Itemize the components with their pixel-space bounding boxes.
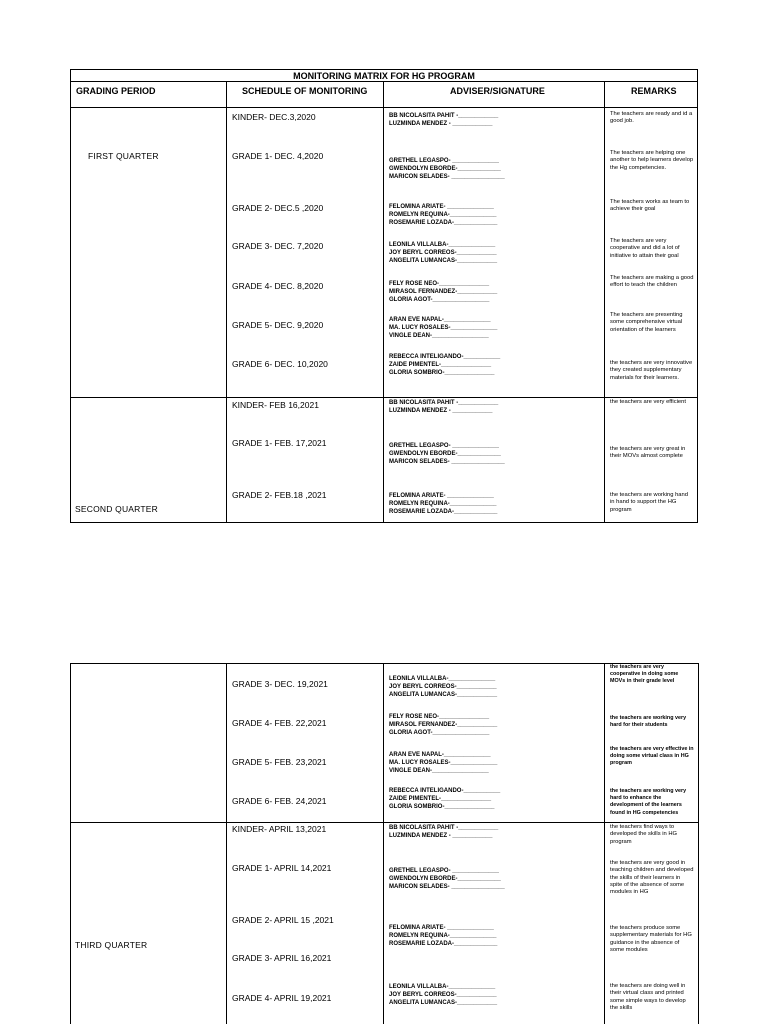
adviser-name: ARAN EVE NAPAL-______________ [389, 752, 491, 758]
adviser-names-cell [389, 157, 505, 182]
second-quarter-label: SECOND QUARTER [75, 504, 158, 514]
adviser-name: LEONILA VILLALBA-______________ [389, 242, 496, 248]
adviser-name: BB NICOLASITA PAHIT -____________ [389, 400, 499, 406]
adviser-name: ROSEMARIE LOZADA-_____________ [389, 220, 498, 227]
first-quarter-label: FIRST QUARTER [88, 151, 159, 161]
adviser-name: JOY BERYL CORREOS-____________ [389, 992, 497, 999]
adviser-name: GLORIA SOMBRIO-_______________ [389, 370, 495, 377]
adviser-name: GWENDOLYN EBORDE-_____________ [389, 166, 501, 173]
adviser-name: VINGLE DEAN-_________________ [389, 333, 489, 340]
schedule-cell: GRADE 1- DEC. 4,2020 [232, 151, 324, 161]
schedule-cell: GRADE 6- FEB. 24,2021 [232, 796, 327, 806]
adviser-names-cell [389, 713, 497, 738]
adviser-name: ROMELYN REQUINA-______________ [389, 933, 497, 940]
adviser-name: LUZMINDA MENDEZ - ____________ [389, 408, 493, 415]
adviser-name: GRETHEL LEGASPO- ______________ [389, 158, 499, 164]
remarks-cell: The teachers works as team to achieve their goal [610, 199, 690, 213]
adviser-names-cell [389, 751, 497, 776]
schedule-cell: GRADE 4- APRIL 19,2021 [232, 993, 332, 1003]
schedule-cell: GRADE 4- FEB. 22,2021 [232, 718, 327, 728]
adviser-names-cell [389, 983, 497, 1008]
schedule-cell: GRADE 5- DEC. 9,2020 [232, 320, 324, 330]
remarks-cell: the teachers are working very hard for their students [610, 715, 687, 729]
schedule-cell: KINDER- APRIL 13,2021 [232, 824, 327, 834]
adviser-name: LEONILA VILLALBA-______________ [389, 676, 496, 682]
adviser-name: ARAN EVE NAPAL-______________ [389, 317, 491, 323]
adviser-name: ANGELITA LUMANCAS-____________ [389, 258, 498, 265]
schedule-cell: GRADE 5- FEB. 23,2021 [232, 757, 327, 767]
adviser-names-cell [389, 867, 505, 892]
remarks-cell: the teachers are very good in teaching children and developed the skills of their learners in spite of the absence of some modules in HG [610, 860, 694, 896]
adviser-name: ANGELITA LUMANCAS-____________ [389, 1000, 498, 1007]
adviser-name: LUZMINDA MENDEZ - ____________ [389, 121, 493, 128]
col-divider-1 [226, 81, 227, 523]
header-adviser: ADVISER/SIGNATURE [450, 86, 545, 96]
adviser-name: JOY BERYL CORREOS-____________ [389, 250, 497, 257]
schedule-cell: GRADE 6- DEC. 10,2020 [232, 359, 328, 369]
table-right-border [698, 663, 699, 1024]
adviser-name: ANGELITA LUMANCAS-____________ [389, 692, 498, 699]
adviser-name: REBECCA INTELIGANDO-___________ [389, 354, 501, 360]
adviser-name: FELOMINA ARIATE- ______________ [389, 925, 494, 931]
schedule-cell: GRADE 1- FEB. 17,2021 [232, 438, 327, 448]
adviser-name: FELOMINA ARIATE- ______________ [389, 204, 494, 210]
adviser-name: MARICON SELADES- ________________ [389, 174, 505, 181]
col-divider-1 [226, 663, 227, 1024]
page-title: MONITORING MATRIX FOR HG PROGRAM [293, 71, 475, 81]
adviser-names-cell [389, 112, 498, 128]
adviser-name: GWENDOLYN EBORDE-_____________ [389, 876, 501, 883]
remarks-cell: the teachers find ways to developed the skills in HG program [610, 824, 678, 845]
adviser-name: LEONILA VILLALBA-______________ [389, 984, 496, 990]
adviser-name: ROMELYN REQUINA-______________ [389, 501, 497, 508]
schedule-cell: GRADE 1- APRIL 14,2021 [232, 863, 332, 873]
col-divider-3 [604, 663, 605, 1024]
header-schedule: SCHEDULE OF MONITORING [242, 86, 368, 96]
table-left-border [70, 663, 71, 1024]
header-remarks: REMARKS [631, 86, 677, 96]
adviser-name: ZAIDE PIMENTEL-_______________ [389, 362, 492, 369]
adviser-names-cell [389, 353, 500, 378]
adviser-names-cell [389, 787, 500, 812]
adviser-name: GRETHEL LEGASPO- ______________ [389, 443, 499, 449]
adviser-name: BB NICOLASITA PAHIT -____________ [389, 113, 499, 119]
adviser-names-cell [389, 924, 497, 949]
remarks-cell: the teachers are very cooperative in doing some MOVs in their grade level [610, 664, 679, 685]
adviser-names-cell [389, 280, 497, 305]
schedule-cell: GRADE 3- APRIL 16,2021 [232, 953, 332, 963]
schedule-cell: GRADE 4- DEC. 8,2020 [232, 281, 324, 291]
remarks-cell: the teachers are working hand in hand to support the HG program [610, 492, 688, 513]
adviser-name: GWENDOLYN EBORDE-_____________ [389, 451, 501, 458]
adviser-name: FELY ROSE NEO-_______________ [389, 714, 490, 720]
schedule-cell: KINDER- FEB 16,2021 [232, 400, 319, 410]
adviser-name: ROSEMARIE LOZADA-_____________ [389, 941, 498, 948]
adviser-name: FELY ROSE NEO-_______________ [389, 281, 490, 287]
col-divider-2 [383, 663, 384, 1024]
adviser-names-cell [389, 492, 497, 517]
adviser-name: MA. LUCY ROSALES-______________ [389, 760, 498, 767]
schedule-cell: GRADE 3- DEC. 7,2020 [232, 241, 324, 251]
adviser-names-cell [389, 316, 497, 341]
schedule-cell: KINDER- DEC.3,2020 [232, 112, 316, 122]
adviser-names-cell [389, 203, 497, 228]
col-divider-3 [604, 81, 605, 523]
remarks-cell: The teachers are presenting some comprehensive virtual orientation of the learners [610, 312, 683, 333]
schedule-cell: GRADE 2- DEC.5 ,2020 [232, 203, 324, 213]
remarks-cell: the teachers are very efficient [610, 399, 686, 405]
col-divider-2 [383, 81, 384, 523]
remarks-cell: The teachers are helping one another to help learners develop the Hg competencies. [610, 150, 694, 171]
schedule-cell: GRADE 2- FEB.18 ,2021 [232, 490, 327, 500]
remarks-cell: the teachers are very great in their MOVs almost complete [610, 446, 686, 460]
adviser-name: REBECCA INTELIGANDO-___________ [389, 788, 501, 794]
adviser-name: GLORIA AGOT-_________________ [389, 297, 490, 304]
adviser-name: VINGLE DEAN-_________________ [389, 768, 489, 775]
adviser-name: MARICON SELADES- ________________ [389, 459, 505, 466]
remarks-cell: the teachers produce some supplementary materials for HG guidance in the absence of some modules [610, 925, 692, 953]
adviser-name: ZAIDE PIMENTEL-_______________ [389, 796, 492, 803]
schedule-cell: GRADE 2- APRIL 15 ,2021 [232, 915, 334, 925]
remarks-cell: the teachers are working very hard to enhance the development of the learners found in HG competencies [610, 788, 687, 816]
adviser-name: MARICON SELADES- ________________ [389, 884, 505, 891]
remarks-cell: the teachers are very effective in doing some virtual class in HG program [610, 746, 694, 767]
adviser-name: BB NICOLASITA PAHIT -____________ [389, 825, 499, 831]
adviser-name: GLORIA AGOT-_________________ [389, 730, 490, 737]
adviser-names-cell [389, 241, 497, 266]
remarks-cell: the teachers are doing well in their virtual class and printed some simple ways to develop the skills [610, 983, 686, 1011]
remarks-cell: The teachers are very cooperative and did a lot of initiative to attain their goal [610, 238, 680, 259]
adviser-name: LUZMINDA MENDEZ - ____________ [389, 833, 493, 840]
remarks-cell: the teachers are very innovative they created supplementary materials for their learners. [610, 360, 693, 381]
adviser-name: ROSEMARIE LOZADA-_____________ [389, 509, 498, 516]
adviser-names-cell [389, 442, 505, 467]
remarks-cell: The teachers are ready and id a good job. [610, 111, 693, 125]
adviser-name: FELOMINA ARIATE- ______________ [389, 493, 494, 499]
adviser-name: MA. LUCY ROSALES-______________ [389, 325, 498, 332]
adviser-name: ROMELYN REQUINA-______________ [389, 212, 497, 219]
adviser-name: GRETHEL LEGASPO- ______________ [389, 868, 499, 874]
adviser-name: MIRASOL FERNANDEZ-____________ [389, 289, 498, 296]
adviser-name: JOY BERYL CORREOS-____________ [389, 684, 497, 691]
third-quarter-label: THIRD QUARTER [75, 940, 148, 950]
adviser-names-cell [389, 399, 498, 415]
schedule-cell: GRADE 3- DEC. 19,2021 [232, 679, 328, 689]
adviser-names-cell [389, 824, 498, 840]
adviser-names-cell [389, 675, 497, 700]
adviser-name: MIRASOL FERNANDEZ-____________ [389, 722, 498, 729]
remarks-cell: The teachers are making a good effort to teach the children [610, 275, 694, 289]
adviser-name: GLORIA SOMBRIO-_______________ [389, 804, 495, 811]
header-grading-period: GRADING PERIOD [76, 86, 156, 96]
